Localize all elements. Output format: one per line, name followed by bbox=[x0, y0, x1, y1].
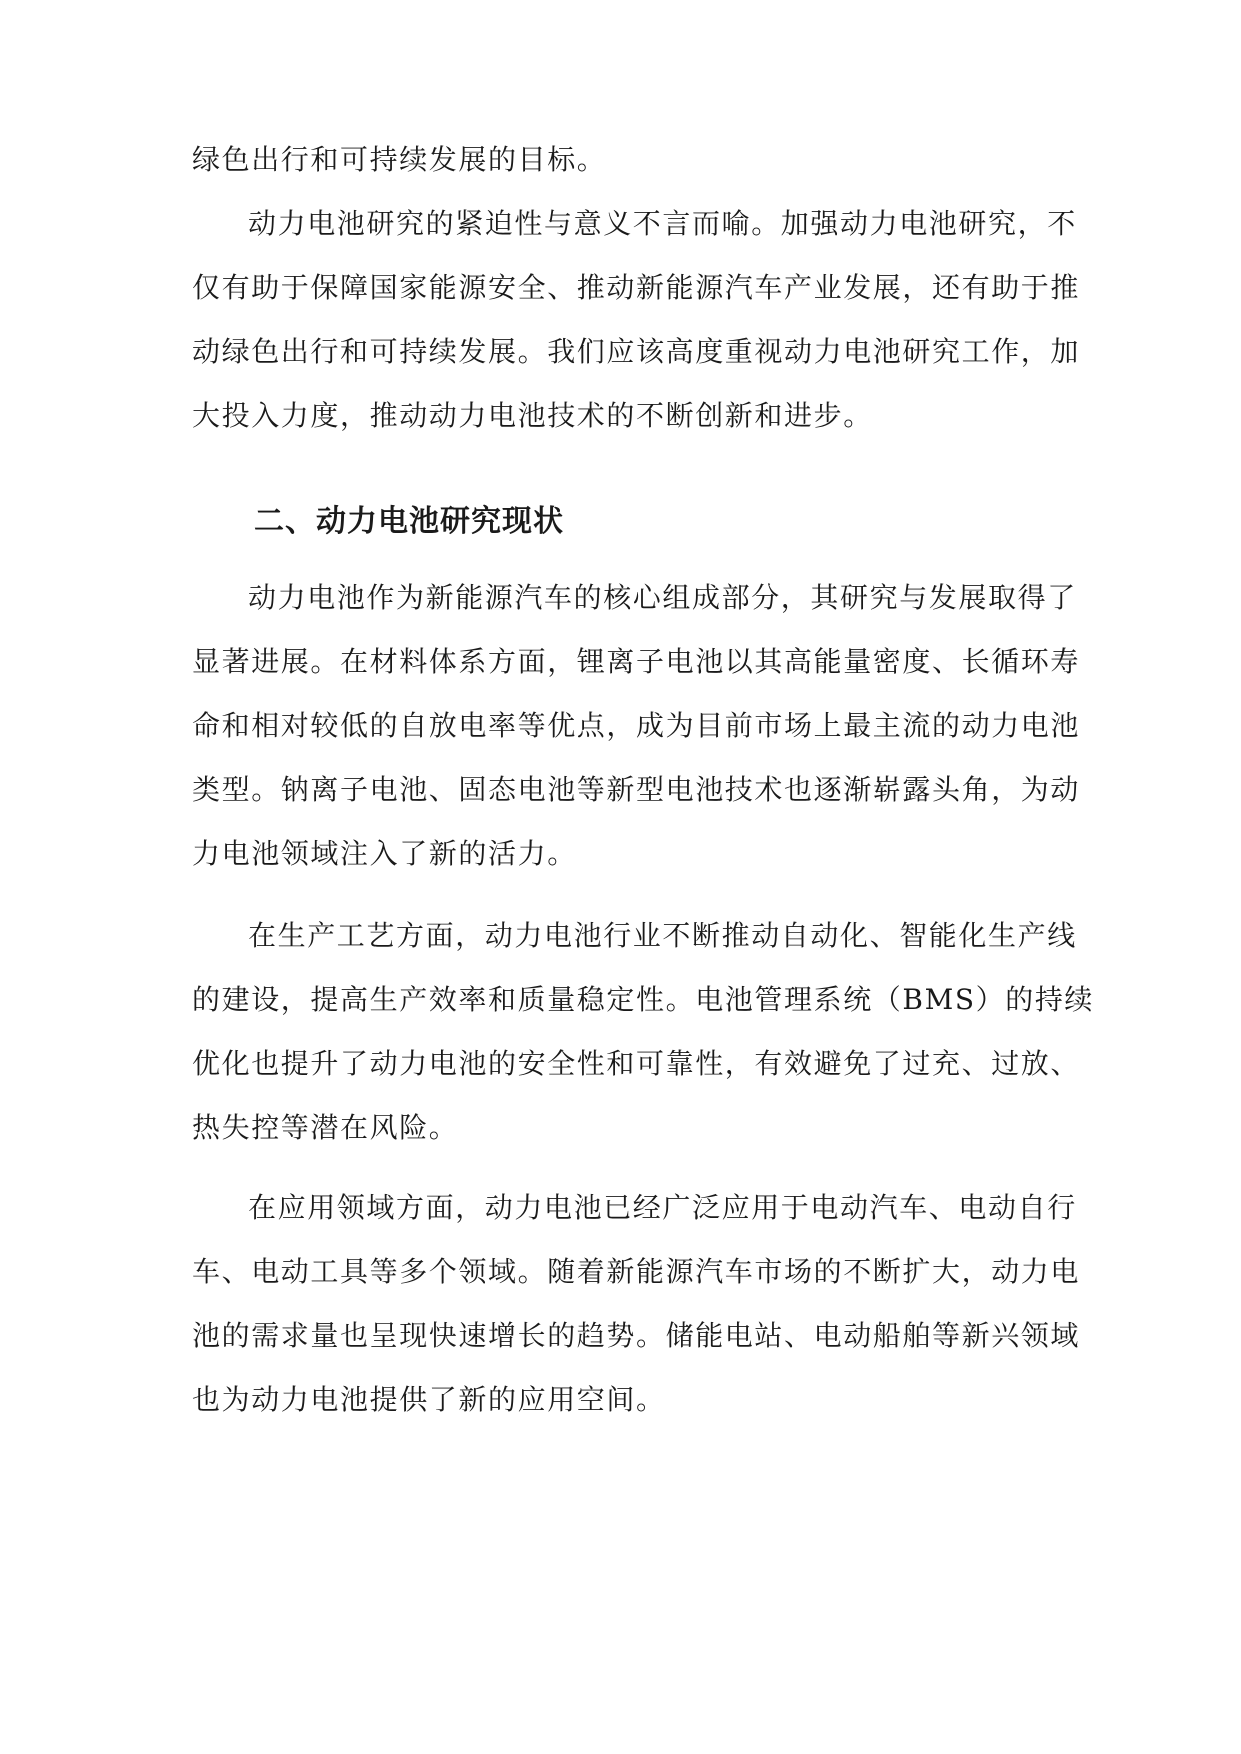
paragraph-line: 命和相对较低的自放电率等优点，成为目前市场上最主流的动力电池 bbox=[192, 709, 1081, 742]
paragraph-line: 也为动力电池提供了新的应用空间。 bbox=[192, 1383, 666, 1416]
section-heading: 二、动力电池研究现状 bbox=[254, 504, 564, 539]
paragraph-line: 的建设，提高生产效率和质量稳定性。电池管理系统（BMS）的持续 bbox=[192, 983, 1095, 1016]
paragraph-line: 动力电池研究的紧迫性与意义不言而喻。加强动力电池研究，不 bbox=[248, 207, 1077, 240]
paragraph-line: 在生产工艺方面，动力电池行业不断推动自动化、智能化生产线 bbox=[248, 919, 1077, 952]
paragraph-line: 类型。钠离子电池、固态电池等新型电池技术也逐渐崭露头角，为动 bbox=[192, 773, 1081, 806]
paragraph-line: 车、电动工具等多个领域。随着新能源汽车市场的不断扩大，动力电 bbox=[192, 1255, 1081, 1288]
paragraph-line: 仅有助于保障国家能源安全、推动新能源汽车产业发展，还有助于推 bbox=[192, 271, 1081, 304]
paragraph-line: 池的需求量也呈现快速增长的趋势。储能电站、电动船舶等新兴领域 bbox=[192, 1319, 1081, 1352]
paragraph-line: 热失控等潜在风险。 bbox=[192, 1111, 459, 1144]
paragraph-line: 动力电池作为新能源汽车的核心组成部分，其研究与发展取得了 bbox=[248, 581, 1077, 614]
paragraph-line: 大投入力度，推动动力电池技术的不断创新和进步。 bbox=[192, 399, 873, 432]
paragraph-line: 在应用领域方面，动力电池已经广泛应用于电动汽车、电动自行 bbox=[248, 1191, 1077, 1224]
paragraph-line: 显著进展。在材料体系方面，锂离子电池以其高能量密度、长循环寿 bbox=[192, 645, 1081, 678]
paragraph-line: 绿色出行和可持续发展的目标。 bbox=[192, 143, 607, 176]
paragraph-line: 优化也提升了动力电池的安全性和可靠性，有效避免了过充、过放、 bbox=[192, 1047, 1081, 1080]
paragraph-line: 力电池领域注入了新的活力。 bbox=[192, 837, 577, 870]
paragraph-line: 动绿色出行和可持续发展。我们应该高度重视动力电池研究工作，加 bbox=[192, 335, 1081, 368]
